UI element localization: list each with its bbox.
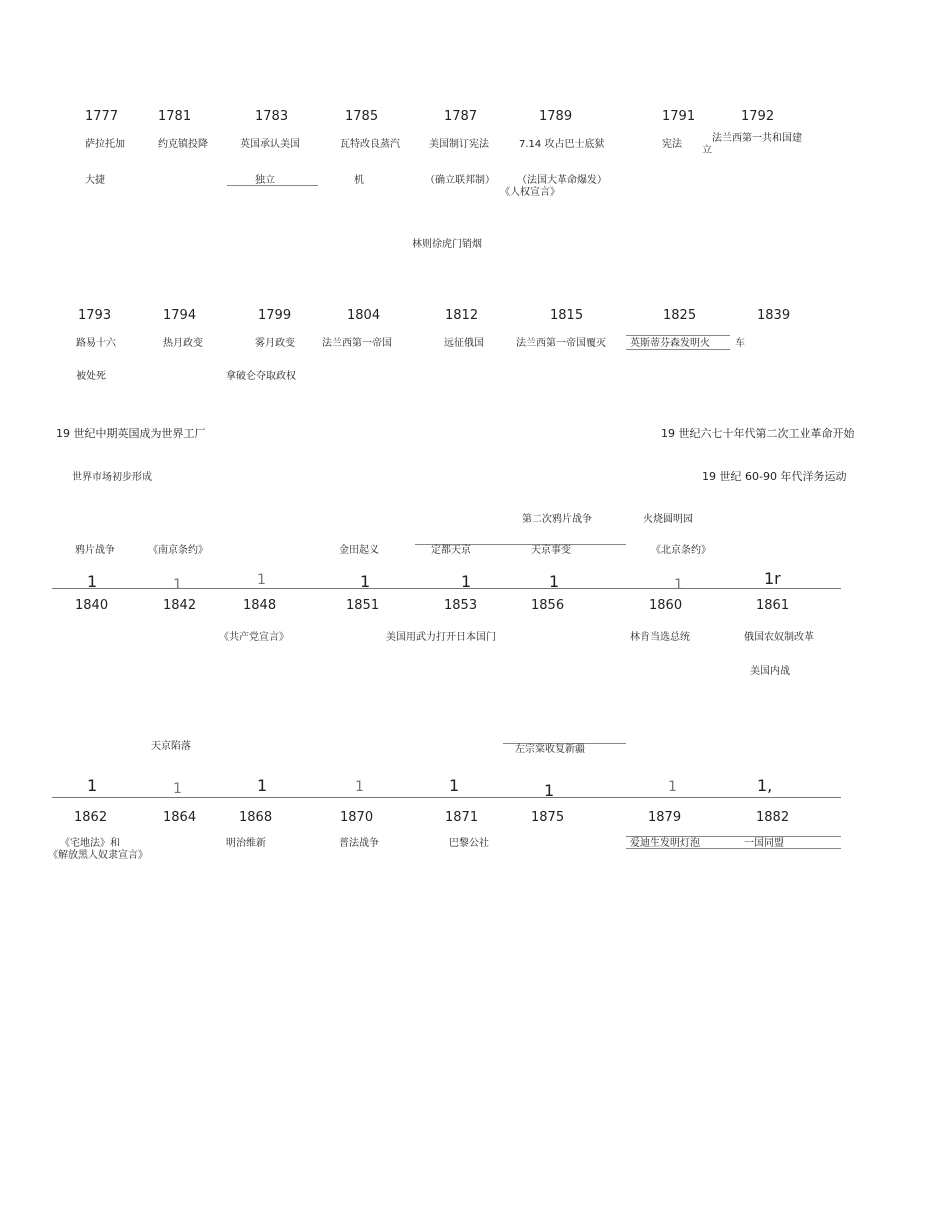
year: 1781 [158,109,192,124]
year: 1812 [445,308,479,323]
event: 定都天京 [431,545,471,556]
note: 19 世纪 60-90 年代洋务运动 [702,470,847,483]
year: 1879 [648,810,682,825]
tick-mark: 1r [764,569,781,588]
year: 1870 [340,810,374,825]
year: 1825 [663,308,697,323]
event: 《共产党宣言》 [219,632,289,643]
event: 机 [354,175,364,186]
event: 爱迪生发明灯泡 [630,838,700,849]
event: 被处死 [76,371,106,382]
event: 立 [702,145,712,156]
event: 《人权宣言》 [500,187,560,198]
event: 美国用武力打开日本国门 [386,632,496,643]
event: 法兰西第一帝国 [322,338,392,349]
event: 《北京条约》 [651,545,711,556]
event: 明治维新 [226,838,266,849]
note: 林则徐虎门销烟 [412,239,482,250]
event: 天京事变 [531,545,571,556]
underline [227,185,318,186]
event: 英斯蒂芬森发明火 [630,338,710,349]
year: 1853 [444,598,478,613]
tick-mark: 1 [461,572,472,591]
timeline-axis [52,797,841,798]
tick-mark: 1 [257,776,268,795]
event: 巴黎公社 [449,838,489,849]
event: 第二次鸦片战争 [522,514,592,525]
year: 1860 [649,598,683,613]
tick-mark: 1 [668,779,677,795]
year: 1875 [531,810,565,825]
event: 天京陷落 [151,741,191,752]
tick-mark: 1 [257,572,266,588]
event: 普法战争 [339,838,379,849]
year: 1839 [757,308,791,323]
year: 1861 [756,598,790,613]
event: 大捷 [85,175,105,186]
event: 英国承认美国 [240,139,300,150]
event: 《宅地法》和 [60,838,120,849]
event: 热月政变 [163,338,203,349]
event: 《南京条约》 [148,545,208,556]
timeline-axis [52,588,841,589]
year: 1882 [756,810,790,825]
tick-mark: 1 [544,781,555,800]
event: 林肯当选总统 [630,632,690,643]
event: 7.14 攻占巴士底狱 [519,139,605,150]
year: 1793 [78,308,112,323]
year: 1862 [74,810,108,825]
event: 宪法 [662,139,682,150]
event: 车 [735,338,745,349]
event: 左宗棠收复新疆 [515,744,585,755]
tick-mark: 1, [757,776,773,795]
year: 1799 [258,308,292,323]
year: 1794 [163,308,197,323]
year: 1864 [163,810,197,825]
event: 美国内战 [750,666,790,677]
year: 1856 [531,598,565,613]
tick-mark: 1 [355,779,364,795]
year: 1785 [345,109,379,124]
event: 约克镇投降 [158,139,208,150]
event: 瓦特改良蒸汽 [340,139,400,150]
year: 1840 [75,598,109,613]
year: 1787 [444,109,478,124]
event: 鸦片战争 [75,545,115,556]
event: 远征俄国 [444,338,484,349]
event: 火烧圆明园 [643,514,693,525]
year: 1783 [255,109,289,124]
event: 法兰西第一帝国覆灭 [516,338,606,349]
year: 1851 [346,598,380,613]
event: 《解放黑人奴隶宣言》 [48,850,148,861]
note: 世界市场初步形成 [72,472,152,483]
event: 雾月政变 [255,338,295,349]
tick-mark: 1 [674,577,683,593]
year: 1792 [741,109,775,124]
event: （法国大革命爆发） [517,175,607,186]
tick-mark: 1 [173,577,182,593]
tick-mark: 1 [87,776,98,795]
year: 1815 [550,308,584,323]
event: 萨拉托加 [85,139,125,150]
tick-mark: 1 [360,572,371,591]
event: 路易十六 [76,338,116,349]
year: 1868 [239,810,273,825]
event: 独立 [255,175,275,186]
event: （确立联邦制） [425,175,495,186]
tick-mark: 1 [449,776,460,795]
tick-mark: 1 [173,781,182,797]
tick-mark: 1 [87,572,98,591]
year: 1804 [347,308,381,323]
event: 拿破仑夺取政权 [226,371,296,382]
underline [626,848,841,849]
overline [626,335,730,336]
year: 1777 [85,109,119,124]
year: 1871 [445,810,479,825]
year: 1791 [662,109,696,124]
year: 1842 [163,598,197,613]
underline [626,349,730,350]
year: 1848 [243,598,277,613]
event: 一国同盟 [744,838,784,849]
tick-mark: 1 [549,572,560,591]
overline [626,836,841,837]
event: 美国制订宪法 [429,139,489,150]
event: 俄国农奴制改革 [744,632,814,643]
note: 19 世纪六七十年代第二次工业革命开始 [661,427,855,440]
event: 金田起义 [339,545,379,556]
year: 1789 [539,109,573,124]
event: 法兰西第一共和国建 [712,133,802,144]
note: 19 世纪中期英国成为世界工厂 [56,427,206,440]
